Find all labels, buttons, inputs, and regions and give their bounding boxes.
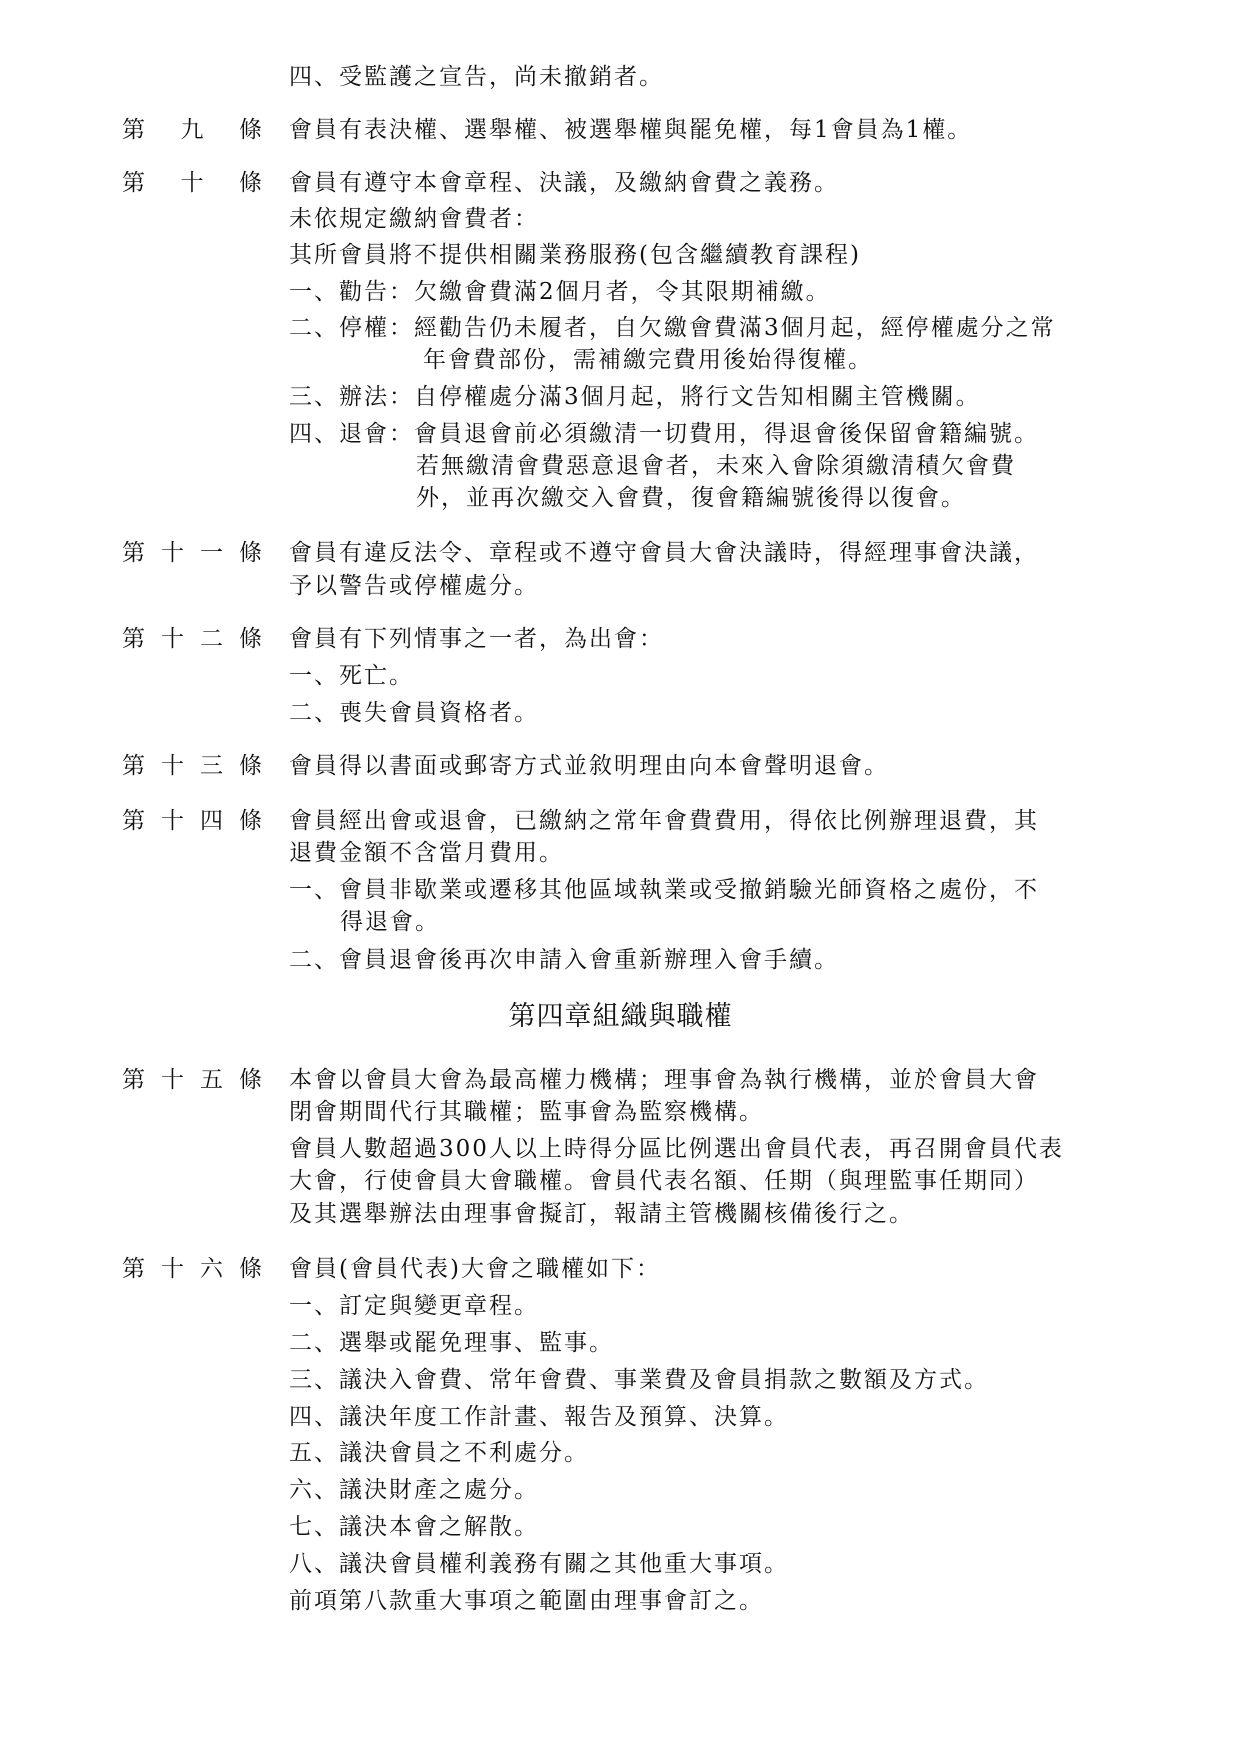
- text-line: 一、會員非歇業或遷移其他區域執業或受撤銷驗光師資格之處份，不: [289, 877, 1039, 903]
- text-line: 三、議決入會費、常年會費、事業費及會員捐款之數額及方式。: [289, 1367, 989, 1393]
- text-line: 未依規定繳納會費者：: [289, 206, 539, 232]
- text-line: 五、議決會員之不利處分。: [289, 1440, 589, 1466]
- text-line: 四、退會：會員退會前必須繳清一切費用，得退會後保留會籍編號。: [289, 421, 1039, 447]
- article-label-15: 第 十 五 條: [122, 1067, 262, 1093]
- text-line: 外，並再次繳交入會費，復會籍編號後得以復會。: [416, 485, 966, 511]
- article-label-11: 第 十 一 條: [122, 540, 262, 566]
- text-line: 會員人數超過300人以上時得分區比例選出會員代表，再召開會員代表: [289, 1136, 1064, 1162]
- text-line: 三、辦法：自停權處分滿3個月起，將行文告知相關主管機關。: [289, 384, 981, 410]
- text-line: 二、會員退會後再次申請入會重新辦理入會手續。: [289, 947, 839, 973]
- text-line: 得退會。: [340, 909, 440, 935]
- text-line: 會員有遵守本會章程、決議，及繳納會費之義務。: [289, 170, 839, 196]
- text-line: 二、選舉或罷免理事、監事。: [289, 1330, 614, 1356]
- article-label-10: 第 十 條: [122, 170, 262, 196]
- article-label-14: 第 十 四 條: [122, 808, 262, 834]
- text-line: 其所會員將不提供相關業務服務(包含繼續教育課程): [289, 242, 861, 268]
- text-line: 一、死亡。: [289, 663, 414, 689]
- text-line: 會員有違反法令、章程或不遵守會員大會決議時，得經理事會決議，: [289, 540, 1039, 566]
- text-line: 會員得以書面或郵寄方式並敘明理由向本會聲明退會。: [289, 753, 889, 779]
- text-line: 八、議決會員權利義務有關之其他重大事項。: [289, 1551, 789, 1577]
- text-line: 四、議決年度工作計畫、報告及預算、決算。: [289, 1404, 789, 1430]
- text-line: 二、停權：經勸告仍未履者，自欠繳會費滿3個月起，經停權處分之常: [289, 315, 1056, 341]
- text-line: 若無繳清會費惡意退會者，未來入會除須繳清積欠會費: [416, 453, 1016, 479]
- text-line: 大會，行使會員大會職權。會員代表名額、任期（與理監事任期同）: [289, 1168, 1039, 1194]
- article-label-12: 第 十 二 條: [122, 626, 262, 652]
- text-line: 予以警告或停權處分。: [289, 573, 539, 599]
- text-line: 一、勸告：欠繳會費滿2個月者，令其限期補繳。: [289, 279, 831, 305]
- text-line: 前項第八款重大事項之範圍由理事會訂之。: [289, 1588, 764, 1614]
- article-label-16: 第 十 六 條: [122, 1256, 262, 1282]
- text-line: 退費金額不含當月費用。: [289, 840, 564, 866]
- text-line: 閉會期間代行其職權；監事會為監察機構。: [289, 1099, 764, 1125]
- text-line: 會員(會員代表)大會之職權如下：: [289, 1256, 661, 1282]
- text-line: 會員經出會或退會，已繳納之常年會費費用，得依比例辦理退費，其: [289, 808, 1039, 834]
- article-label-13: 第 十 三 條: [122, 753, 262, 779]
- chapter-title: 第四章組織與職權: [508, 1001, 733, 1032]
- text-line: 七、議決本會之解散。: [289, 1514, 539, 1540]
- text-line: 及其選舉辦法由理事會擬訂，報請主管機關核備後行之。: [289, 1201, 914, 1227]
- text-line: 會員有下列情事之一者，為出會：: [289, 626, 664, 652]
- text-line: 六、議決財產之處分。: [289, 1477, 539, 1503]
- text-line: 四、受監護之宣告，尚未撤銷者。: [289, 64, 664, 90]
- text-line: 會員有表決權、選舉權、被選舉權與罷免權，每1會員為1權。: [289, 117, 973, 143]
- text-line: 二、喪失會員資格者。: [289, 700, 539, 726]
- article-label-9: 第 九 條: [122, 117, 262, 143]
- text-line: 一、訂定與變更章程。: [289, 1293, 539, 1319]
- text-line: 本會以會員大會為最高權力機構；理事會為執行機構，並於會員大會: [289, 1067, 1039, 1093]
- text-line: 年會費部份，需補繳完費用後始得復權。: [423, 347, 873, 373]
